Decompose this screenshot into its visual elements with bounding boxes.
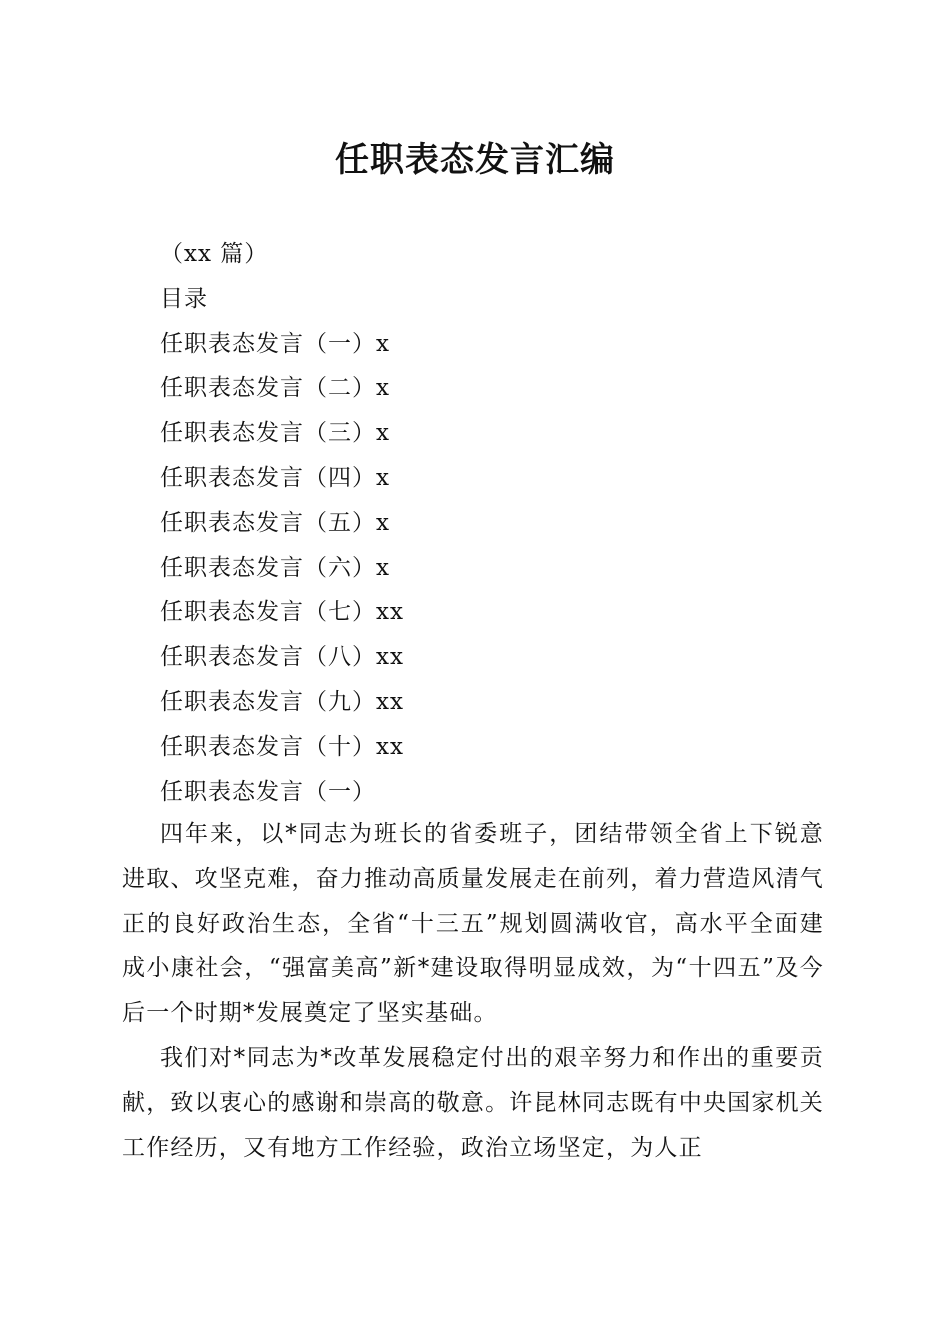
toc-item: 任职表态发言（一）x bbox=[160, 330, 390, 357]
toc-item: 任职表态发言（八）xx bbox=[160, 644, 404, 671]
toc-item: 任职表态发言（七）xx bbox=[160, 599, 404, 626]
count-note: （xx 篇） bbox=[160, 241, 269, 267]
toc-item: 任职表态发言（十）xx bbox=[160, 733, 404, 760]
toc-item: 任职表态发言（二）x bbox=[160, 375, 390, 402]
toc-heading: 目录 bbox=[160, 285, 208, 312]
toc-item: 任职表态发言（五）x bbox=[160, 509, 390, 536]
toc-item: 任职表态发言（四）x bbox=[160, 464, 390, 491]
paragraph: 四年来，以*同志为班长的省委班子，团结带领全省上下锐意进取、攻坚克难，奋力推动高质量发展走在前列，着力营造风清气正的良好政治生态，全省“十三五”规划圆满收官，高水平全面建成小康社会，“强富美高”新*建设取得明显成效，为“十四五”及今后一个时期*发展奠定了坚实基础。 bbox=[122, 821, 824, 1027]
body-text bbox=[122, 812, 824, 1170]
front-matter bbox=[160, 232, 404, 814]
toc-item: 任职表态发言（九）xx bbox=[160, 688, 404, 715]
section-heading: 任职表态发言（一） bbox=[160, 778, 376, 805]
toc-item: 任职表态发言（六）x bbox=[160, 554, 390, 581]
document-title: 任职表态发言汇编 bbox=[335, 140, 615, 180]
paragraph: 我们对*同志为*改革发展稳定付出的艰辛努力和作出的重要贡献，致以衷心的感谢和崇高的敬意。许昆林同志既有中央国家机关工作经历，又有地方工作经验，政治立场坚定，为人正 bbox=[122, 1044, 824, 1161]
toc-item: 任职表态发言（三）x bbox=[160, 420, 390, 447]
